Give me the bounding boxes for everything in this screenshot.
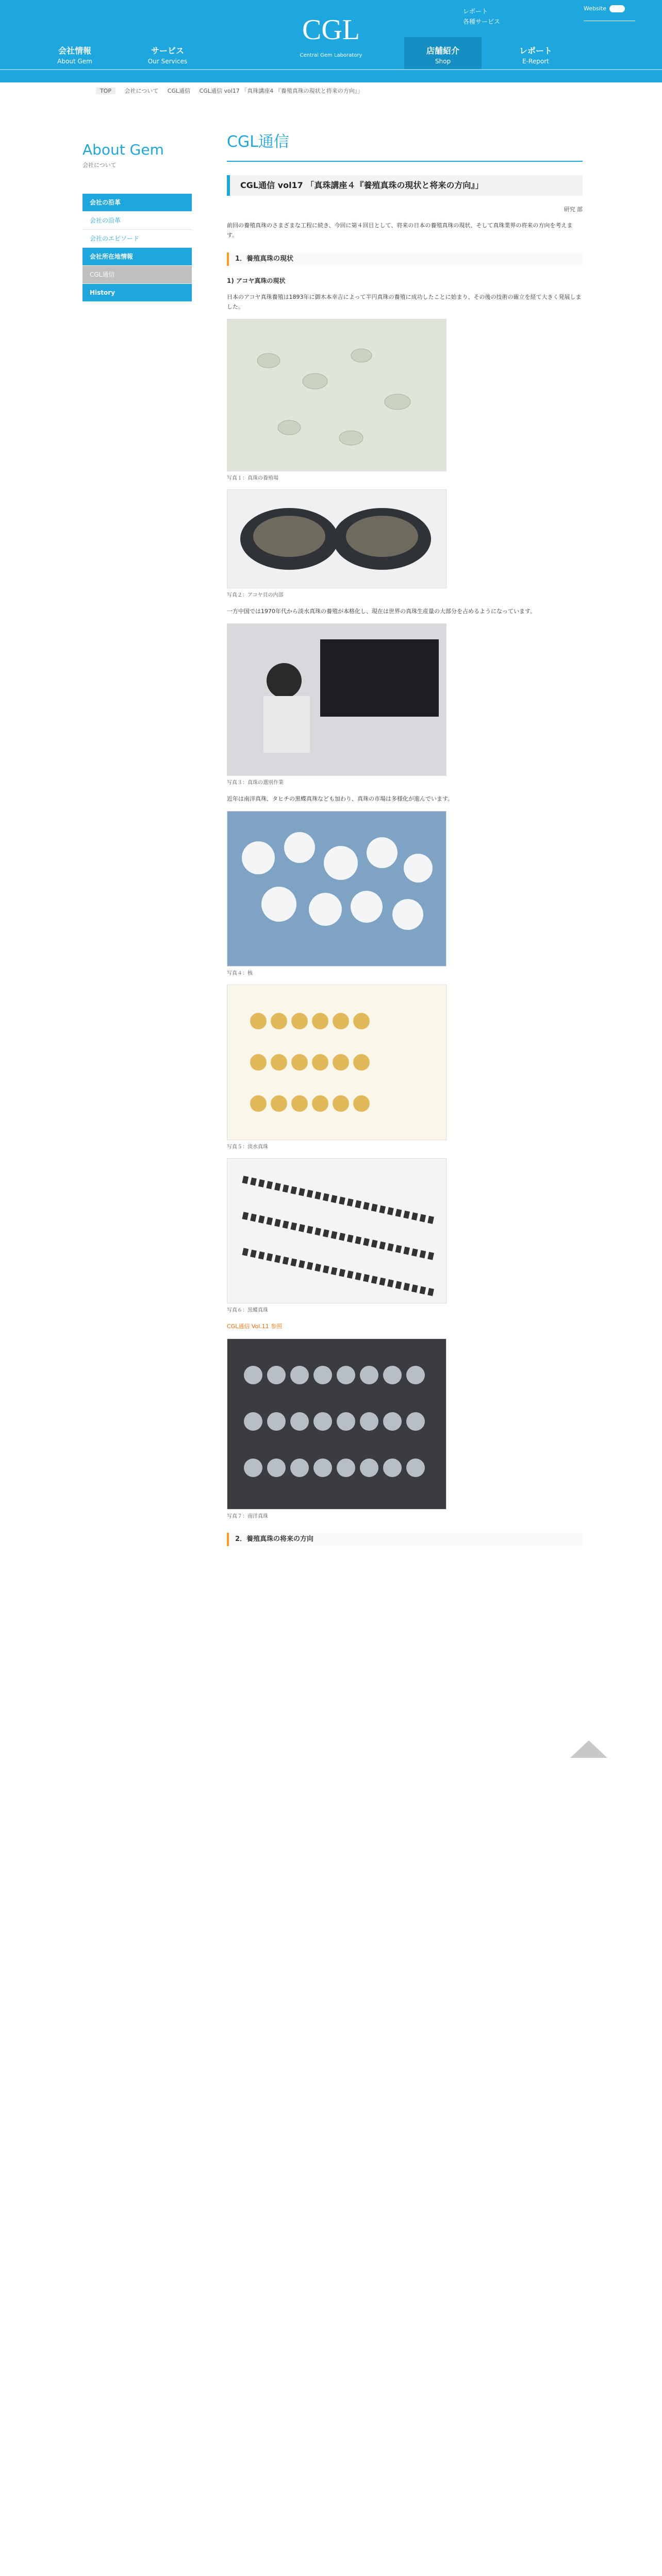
breadcrumb-current: CGL通信 vol17 「真珠講座4 『養殖真珠の現状と将来の方向』」 — [199, 88, 363, 94]
nav-sub: Shop — [435, 58, 451, 65]
nav-label: 店舗紹介 — [426, 46, 459, 56]
photo-caption: 写真３：真珠の選別作業 — [227, 780, 284, 786]
sidebar-item-history-sub[interactable]: 会社の沿革 — [82, 212, 192, 230]
header-links — [463, 6, 576, 27]
search-field[interactable] — [584, 15, 635, 21]
nav-sub: Our Services — [147, 58, 188, 65]
toggle-icon[interactable] — [609, 5, 625, 12]
sidebar-subtitle: 会社について — [82, 162, 117, 168]
photo-caption: 写真２：アコヤ貝の内部 — [227, 592, 284, 598]
article-title: CGL通信 vol17 「真珠講座４『養殖真珠の現状と将来の方向』」 — [227, 175, 583, 196]
nav-sub: About Gem — [57, 58, 92, 65]
breadcrumb-item[interactable]: 会社について — [124, 88, 159, 94]
subsection-heading: 1) アコヤ真珠の現状 — [227, 277, 286, 284]
breadcrumb-home[interactable]: TOP — [96, 88, 115, 94]
sidebar-title: About Gem — [82, 141, 164, 158]
photo-5 — [227, 985, 446, 1140]
photo-caption: 写真６：黒蝶真珠 — [227, 1308, 268, 1313]
photo-2 — [227, 489, 446, 588]
author: 研究 部 — [564, 206, 583, 213]
page-title: CGL通信 — [227, 132, 583, 162]
south-sea-pearl-photo-icon — [227, 1339, 446, 1509]
nav-sub: E-Report — [522, 58, 549, 65]
freshwater-pearl-photo-icon — [227, 985, 446, 1140]
photo-6 — [227, 1158, 446, 1303]
site-header — [0, 0, 662, 82]
nav-label: 会社情報 — [58, 46, 91, 56]
body-paragraph: 日本のアコヤ真珠養殖は1893年に御木本幸吉によって半円真珠の養殖に成功したことに始まり、その後の技術の確立を経て大きく発展しました。 — [227, 294, 582, 310]
back-to-top-icon[interactable] — [570, 1740, 607, 1758]
nucleus-photo-icon — [227, 811, 446, 966]
photo-1 — [227, 319, 446, 471]
nav-shop[interactable] — [404, 37, 482, 69]
sidebar-item-location[interactable]: 会社所在地情報 — [82, 248, 192, 266]
language-switch[interactable] — [584, 5, 646, 21]
reference-link[interactable] — [227, 1321, 583, 1331]
logo-subtitle: Central Gem Laboratory — [300, 53, 362, 58]
reference-text[interactable]: CGL通信 Vol.11 参照 — [227, 1323, 283, 1330]
photo-3 — [227, 623, 446, 776]
section-heading: 2．養殖真珠の将来の方向 — [227, 1533, 583, 1546]
sidebar-item-history-en[interactable]: History — [82, 284, 192, 302]
lang-label: Website — [584, 5, 606, 12]
black-pearl-photo-icon — [227, 1159, 446, 1303]
sidebar — [82, 141, 192, 302]
nav-services[interactable] — [129, 45, 206, 66]
header-link[interactable]: レポート — [463, 8, 488, 15]
section-heading: 1．養殖真珠の現状 — [227, 252, 583, 266]
body-paragraph: 一方中国では1970年代から淡水真珠の養殖が本格化し、現在は世界の真珠生産量の大部分を占めるようになっています。 — [227, 608, 536, 615]
breadcrumb — [96, 87, 570, 95]
intro-paragraph: 前回の養殖真珠のさまざまな工程に続き、今回に第４回目として、将来の日本の養殖真珠の現状、そして真珠業界の将来の方向を考えます。 — [227, 222, 573, 239]
header-rule — [0, 69, 662, 70]
photo-caption: 写真７：南洋真珠 — [227, 1514, 268, 1519]
photo-7 — [227, 1338, 446, 1510]
photo-4 — [227, 811, 446, 967]
nav-label: レポート — [519, 46, 552, 56]
logo-text: CGL — [302, 14, 360, 46]
breadcrumb-item[interactable]: CGL通信 — [167, 88, 191, 94]
photo-caption: 写真４：核 — [227, 971, 253, 976]
sidebar-item-history[interactable]: 会社の沿革 — [82, 194, 192, 212]
work-photo-icon — [227, 624, 446, 775]
nav-report[interactable] — [497, 45, 574, 66]
photo-caption: 写真１：真珠の養殖場 — [227, 476, 278, 481]
pearl-photo-icon — [227, 319, 446, 471]
nav-company[interactable] — [36, 45, 113, 66]
nav-label: サービス — [151, 46, 184, 56]
header-link[interactable]: 各種サービス — [463, 18, 501, 25]
sidebar-item-episode[interactable]: 会社のエピソード — [82, 230, 192, 248]
shell-photo-icon — [227, 490, 446, 588]
logo-mark-icon — [297, 3, 365, 53]
body-paragraph: 近年は南洋真珠、タヒチの黒蝶真珠なども加わり、真珠の市場は多様化が進んでいます。 — [227, 795, 454, 802]
photo-caption: 写真５：淡水真珠 — [227, 1144, 268, 1150]
logo[interactable] — [297, 3, 365, 59]
main-content — [227, 132, 583, 1546]
sidebar-item-cgl-news[interactable]: CGL通信 — [82, 266, 192, 284]
